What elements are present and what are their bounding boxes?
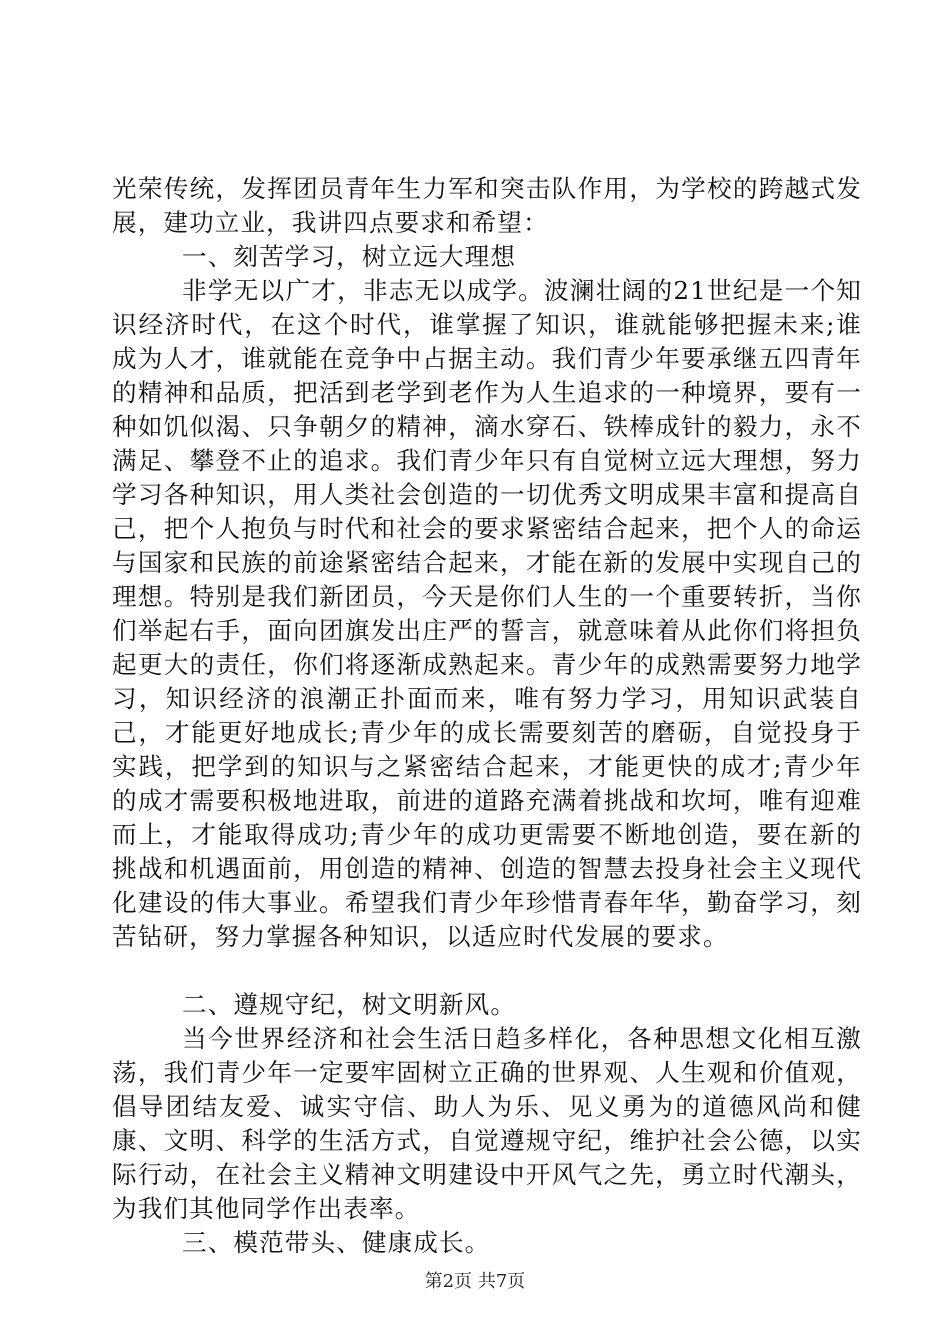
paragraph-section-2: 当今世界经济和社会生活日趋多样化，各种思想文化相互激荡，我们青少年一定要牢固树立正确的世界观、人生观和价值观，倡导团结友爱、诚实守信、助人为乐、见义勇为的道德风尚和健康、文明、科学的生活方式，自觉遵规守纪，维护社会公德，以实际行动，在社会主义精神文明建设中开风气之先，勇立时代潮头，为我们其他同学作出表率。	[112, 1024, 862, 1223]
heading-section-2: 二、遵规守纪，树文明新风。	[182, 990, 517, 1019]
paragraph-section-1: 非学无以广才，非志无以成学。波澜壮阔的21世纪是一个知识经济时代，在这个时代，谁掌握了知识，谁就能够把握未来;谁成为人才，谁就能在竞争中占据主动。我们青少年要承继五四青年的精神和品质，把活到老学到老作为人生追求的一种境界，要有一种如饥似渴、只争朝夕的精神，滴水穿石、铁棒成针的毅力，永不满足、攀登不止的追求。我们青少年只有自觉树立远大理想，努力学习各种知识，用人类社会创造的一切优秀文明成果丰富和提高自己，把个人抱负与时代和社会的要求紧密结合起来，把个人的命运与国家和民族的前途紧密结合起来，才能在新的发展中实现自己的理想。特别是我们新团员，今天是你们人生的一个重要转折，当你们举起右手，面向团旗发出庄严的誓言，就意味着从此你们将担负起更大的责任，你们将逐渐成熟起来。青少年的成熟需要努力地学习，知识经济的浪潮正扑面而来，唯有努力学习，用知识武装自己，才能更好地成长;青少年的成长需要刻苦的磨砺，自觉投身于实践，把学到的知识与之紧密结合起来，才能更快的成才;青少年的成才需要积极地进取，前进的道路充满着挑战和坎坷，唯有迎难而上，才能取得成功;青少年的成功更需要不断地创造，要在新的挑战和机遇面前，用创造的精神、创造的智慧去投身社会主义现代化建设的伟大事业。希望我们青少年珍惜青春年华，勤奋学习，刻苦钻研，努力掌握各种知识，以适应时代发展的要求。	[112, 276, 862, 951]
heading-section-1: 一、刻苦学习，树立远大理想	[182, 242, 517, 271]
paragraph-intro: 光荣传统，发挥团员青年生力军和突击队作用，为学校的跨越式发展，建功立业，我讲四点要求和希望：	[112, 174, 862, 237]
heading-section-3: 三、模范带头、健康成长。	[182, 1228, 491, 1257]
paragraph-spacer	[112, 954, 862, 988]
page-number-footer: 第2页 共7页	[424, 1271, 526, 1292]
document-body	[112, 172, 862, 1260]
